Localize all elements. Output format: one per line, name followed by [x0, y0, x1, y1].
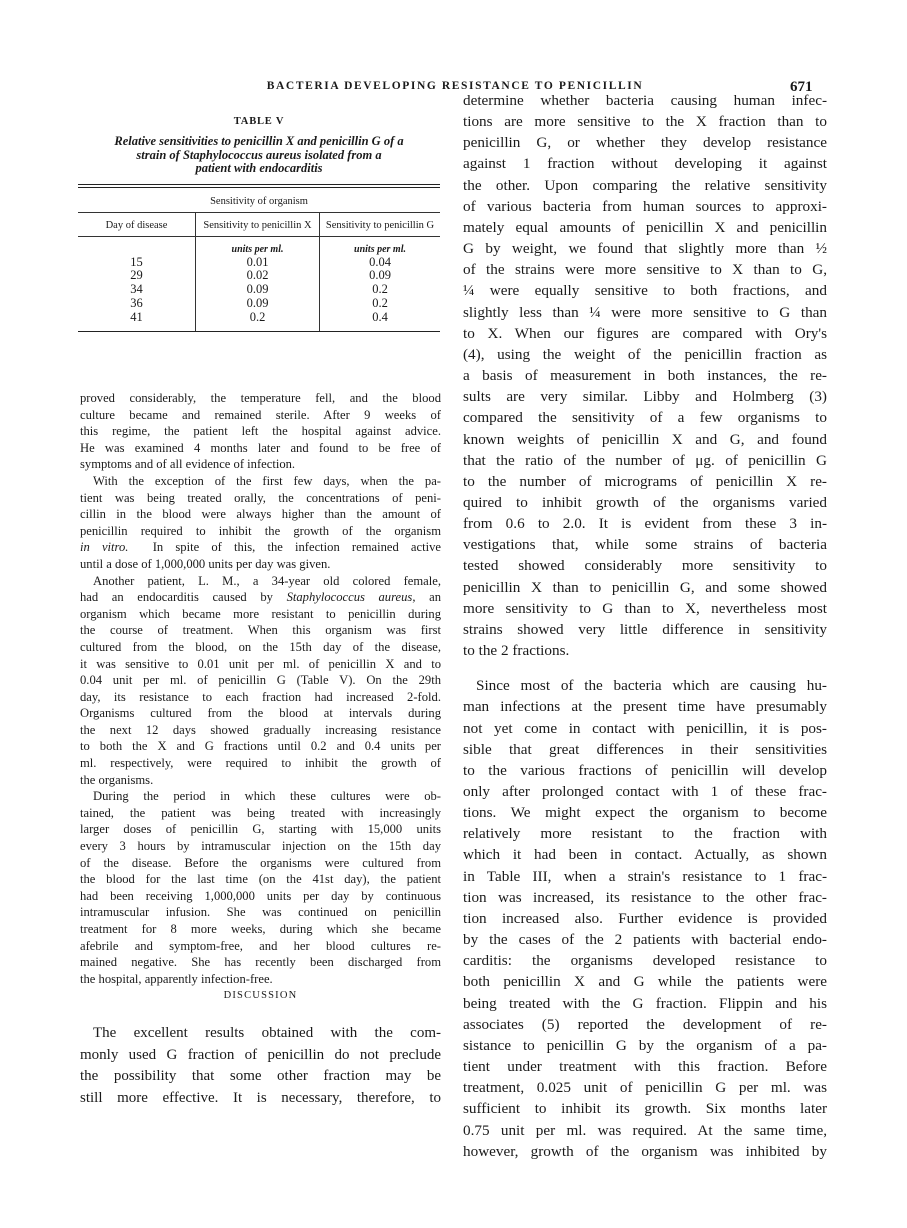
text-line: tions. We might expect the organism to become [463, 804, 827, 822]
table-row [78, 283, 440, 297]
text-line: of the strains were more sensitive to X than to G, [463, 261, 827, 279]
text-line: not yet come in contact with penicillin, it is pos- [463, 719, 827, 737]
units-cell [78, 236, 196, 256]
caption-line: patient with endocarditis [195, 161, 323, 175]
table-bottom-rule [78, 331, 440, 332]
text-line: every 3 hours by intramuscular injection on the 15th day [80, 839, 441, 854]
penicillin-x-cell: 0.09 [196, 283, 320, 297]
table-label: TABLE V [233, 116, 285, 127]
table-row [78, 269, 440, 283]
text-line: tested showed considerably more sensitivity to [463, 557, 827, 575]
text-line: man infections at the present time have presumably [463, 698, 827, 716]
text-line: the blood for the last time (on the 41st day), the patient [80, 872, 441, 887]
text-line: afebrile and symptom-free, and her blood cultures re- [80, 938, 441, 953]
left-column-text [80, 390, 441, 987]
paragraph [463, 90, 827, 661]
text-line: tient was being treated orally, the concentrations of peni- [80, 490, 441, 505]
text-line: day, its resistance to each fraction had increased 2-fold. [80, 689, 441, 704]
text-line: ml. respectively, were required to inhibit the growth of [80, 756, 441, 771]
text-line: which it had been in contact. Actually, as shown [463, 846, 827, 864]
text-line: to the various fractions of penicillin will develop [463, 761, 827, 779]
penicillin-g-cell: 0.04 [369, 254, 391, 269]
units-cell: units per ml. [354, 243, 406, 255]
text-line: strains showed very little difference in sensitivity [463, 620, 827, 638]
penicillin-x-cell: 0.01 [196, 256, 320, 270]
paragraph [80, 390, 441, 473]
text-line: The excellent results obtained with the com- [93, 1025, 441, 1041]
text-line: Organisms cultured from the blood at intervals during [80, 706, 441, 721]
text-line: sufficient to inhibit its growth. Six months later [463, 1100, 827, 1118]
running-head: BACTERIA DEVELOPING RESISTANCE TO PENICILLIN [266, 80, 644, 92]
col-header-day: Day of disease [78, 213, 196, 237]
day-cell: 34 [130, 282, 143, 297]
text-span: an [415, 590, 441, 605]
text-line: intramuscular infusion. She was continued on penicillin [80, 905, 441, 920]
text-line: against 1 fraction without developing it against [463, 155, 827, 173]
text-line: only after prolonged contact with 1 of these frac- [463, 783, 827, 800]
text-line: sistance to penicillin G by the organism of a pa- [463, 1036, 827, 1054]
text-line: tained, the patient was being treated with increasingly [80, 805, 441, 820]
penicillin-x-cell: 0.2 [196, 311, 320, 332]
paragraph [80, 573, 441, 789]
text-line: treatment, 0.025 unit of penicillin G per ml. was [463, 1079, 827, 1097]
text-line: sible that great differences in their sensitivities [463, 740, 827, 758]
text-line: cultured from the blood, on the 15th day of the disease, [80, 639, 441, 654]
text-line: carditis: the organisms developed resistance to [463, 952, 827, 970]
table-spanner-heading: Sensitivity of organism [78, 188, 440, 213]
text-line: the course of treatment. When this organism was first [80, 623, 441, 638]
text-line: Since most of the bacteria which are causing hu- [476, 677, 827, 695]
text-line: slightly less than ¼ were more sensitive to G than [463, 303, 827, 321]
text-line: penicillin G, or whether they develop resistance [463, 134, 827, 152]
paragraph [80, 788, 441, 987]
paragraph [80, 1023, 441, 1109]
day-cell: 29 [130, 268, 143, 283]
text-line: culture became and remained sterile. After 9 weeks of [80, 407, 441, 422]
text-line [80, 589, 441, 606]
text-line: vestigations that, while some strains of bacteria [463, 536, 827, 554]
paragraph [80, 473, 441, 573]
penicillin-g-cell: 0.2 [372, 282, 388, 297]
text-line: treatment for 8 more weeks, during which she became [80, 922, 441, 936]
text-line: the possibility that some other fraction may be [80, 1068, 441, 1085]
text-line: penicillin required to inhibit the growth of the organism [80, 523, 441, 538]
text-line: mately equal amounts of penicillin X and penicillin [463, 218, 827, 236]
col-header-penicillin-g: Sensitivity to penicillin G [320, 213, 441, 237]
text-line: had been receiving 1,000,000 units per day by continuous [80, 888, 441, 903]
table-row [78, 297, 440, 311]
text-line: a basis of measurement in both instances, the re- [463, 367, 827, 385]
right-column-text [463, 90, 827, 1162]
paragraph [463, 675, 827, 1162]
section-heading-discussion: DISCUSSION [223, 990, 298, 1001]
table-row [78, 256, 440, 270]
text-line: relatively more resistant to the fraction with [463, 825, 827, 843]
table-v [78, 116, 440, 332]
penicillin-x-cell: 0.02 [196, 269, 320, 283]
text-line: G by weight, we found that slightly more than ½ [463, 240, 827, 258]
text-line: by the cases of the 2 patients with bacterial endo- [463, 931, 827, 949]
text-line: associates (5) reported the development of re- [463, 1015, 827, 1033]
text-span: had an endocarditis caused by [80, 590, 287, 605]
text-span: In spite of this, the infection remained active [128, 540, 441, 555]
text-line: Another patient, L. M., a 34-year old colored female, [93, 573, 441, 588]
day-cell: 41 [130, 309, 143, 324]
italic-text: Staphylococcus aureus, [286, 590, 416, 605]
text-line: of the disease. Before the organisms were cultured from [80, 855, 441, 870]
text-line: the next 12 days showed gradually increasing resistance [80, 722, 441, 737]
text-line: more sensitivity to G than to X, nevertheless most [463, 599, 827, 617]
text-line: tions are more sensitive to the X fraction than to [463, 113, 827, 131]
text-line: tient under treatment with this fraction. Before [463, 1058, 827, 1076]
penicillin-g-cell: 0.2 [372, 295, 388, 310]
penicillin-x-cell: 0.09 [196, 297, 320, 311]
text-line: tion increased also. Further evidence is provided [463, 909, 827, 927]
text-line: tion was increased, its resistance to the other frac- [463, 888, 827, 906]
caption-line: Relative sensitivities to penicillin X and penicillin G of a [114, 134, 404, 148]
text-line: this regime, the patient left the hospital against advice. [80, 424, 441, 439]
text-line: monly used G fraction of penicillin do not preclude [80, 1046, 441, 1063]
text-line: being treated with the G fraction. Flippin and his [463, 994, 827, 1012]
text-line: that the ratio of the number of μg. of penicillin G [463, 451, 827, 469]
text-line: still more effective. It is necessary, therefore, to [80, 1089, 441, 1106]
text-line: During the period in which these cultures were ob- [93, 789, 441, 804]
text-line: He was examined 4 months later and found to be free of [80, 440, 441, 455]
text-line: to X. When our figures are compared with Ory's [463, 324, 827, 342]
text-line: in Table III, when a strain's resistance to 1 frac- [463, 867, 827, 885]
text-line: cillin in the blood were always higher than the amount of [80, 507, 441, 522]
text-line: however, growth of the organism was inhibited by [463, 1142, 827, 1160]
text-line: sults are very similar. Libby and Holmberg (3) [463, 388, 827, 406]
text-line: penicillin X than to penicillin G, and some showed [463, 578, 827, 596]
day-cell: 36 [130, 295, 143, 310]
text-line: With the exception of the first few days, when the pa- [93, 473, 441, 488]
page-number: 671 [790, 79, 813, 95]
text-line: the hospital, apparently infection-free. [80, 971, 273, 986]
text-line: larger doses of penicillin G, starting with 15,000 units [80, 822, 441, 837]
text-line: known weights of penicillin X and G, and found [463, 430, 827, 448]
text-line: to the 2 fractions. [463, 642, 570, 660]
text-line: both penicillin X and G while the patients were [463, 973, 827, 991]
table-row [78, 311, 440, 332]
text-line: from 0.6 to 2.0. It is evident from these 3 in- [463, 515, 827, 533]
penicillin-g-cell: 0.4 [372, 309, 388, 324]
text-line: 0.04 unit per ml. of penicillin G (Table V). On the 29th [80, 673, 441, 688]
italic-text: in vitro. [80, 540, 129, 555]
text-line: to the number of micrograms of penicillin X re- [463, 472, 827, 490]
penicillin-g-cell: 0.09 [369, 268, 391, 283]
text-line: organism which became more resistant to penicillin during [80, 606, 441, 621]
text-line: compared the sensitivity of a few organisms to [463, 409, 827, 427]
text-line: 0.75 unit per ml. was required. At the same time, [463, 1121, 827, 1139]
caption-line: strain of Staphylococcus aureus isolated from a [136, 147, 382, 162]
text-line: symptoms and of all evidence of infection. [80, 457, 296, 472]
text-line: the other. Upon comparing the relative sensitivity [463, 176, 827, 194]
discussion-text [80, 1023, 441, 1109]
text-line: until a dose of 1,000,000 units per day was given. [80, 556, 331, 571]
text-line: quired to inhibit growth of the organisms varied [463, 493, 827, 511]
text-line: it was sensitive to 0.01 unit per ml. of penicillin X and to [80, 656, 441, 671]
text-line: determine whether bacteria causing human infec- [463, 92, 827, 109]
text-line: mained negative. She has recently been discharged from [80, 955, 441, 970]
text-line [80, 539, 441, 556]
text-line: (4), using the weight of the penicillin fraction as [463, 345, 827, 363]
text-line: the organisms. [80, 772, 154, 787]
table-grid [78, 213, 440, 332]
table-caption [78, 135, 440, 176]
text-line: of various bacteria from human sources to approxi- [463, 197, 827, 215]
text-line: to both the X and G fractions until 0.2 and 0.4 units per [80, 739, 441, 754]
text-line: ¼ were equally sensitive to both fractions, and [463, 282, 827, 300]
col-header-penicillin-x: Sensitivity to penicillin X [196, 213, 320, 237]
text-line: proved considerably, the temperature fell, and the blood [80, 391, 441, 405]
day-cell: 15 [130, 254, 143, 269]
units-cell: units per ml. [196, 236, 320, 256]
